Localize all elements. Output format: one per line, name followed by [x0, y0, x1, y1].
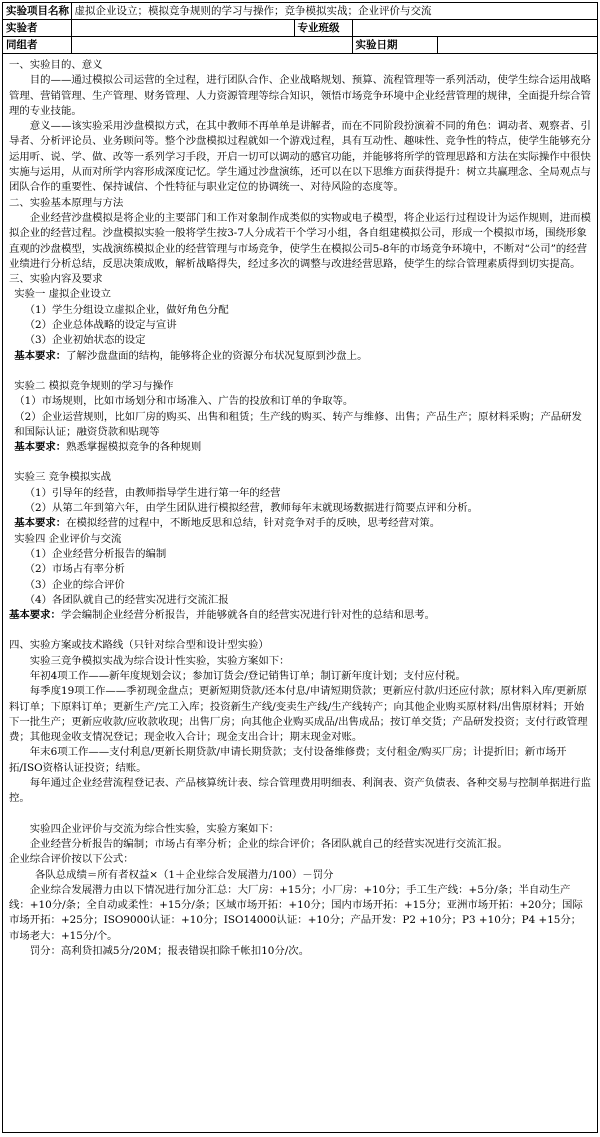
section-2-title: 二、实验基本原理与方法	[9, 196, 124, 209]
exp1-requirement	[9, 349, 591, 364]
requirement-text: 了解沙盘盘面的结构，能够将企业的资源分布状况复原到沙盘上。	[66, 349, 368, 362]
exp3-item: （1）引导年的经营，由教师指导学生进行第一年的经营	[24, 486, 281, 499]
group-members-value	[71, 37, 352, 54]
experiment-date-value	[437, 37, 597, 54]
requirement-text: 学会编制企业经营分析报告，并能够就各自的经营实况进行针对性的总结和思考。	[60, 609, 436, 622]
requirement-text: 在模拟经营的过程中，不断地反思和总结，针对竞争对手的反映，思考经营对策。	[66, 517, 441, 530]
exp2-title: 实验二 模拟竞争规则的学习与操作	[14, 379, 174, 392]
exp1-item: （1）学生分组设立虚拟企业，做好角色分配	[24, 303, 229, 316]
project-name-value: 虚拟企业设立；模拟竞争规则的学习与操作；竞争模拟实战；企业评价与交流	[71, 3, 597, 20]
exp4-item: （1）企业经营分析报告的编制	[24, 547, 167, 560]
penalty-rules: 罚分：高利贷扣减5分/20M；报表错误扣除千帐扣10分/次。	[29, 945, 310, 958]
exp2-requirement	[9, 440, 591, 455]
experimenter-label: 实验者	[3, 20, 71, 37]
exp4-item: （2）市场占有率分析	[24, 563, 125, 576]
requirement-label: 基本要求：	[14, 517, 67, 530]
significance-paragraph: 意义——该实验采用沙盘模拟方式，在其中教师不再单单是讲解者，而在不同阶段扮演着不同的角色：调动者、观察者、引导者、分析评论员、业务顾问等。整个沙盘模拟过程就如一个游戏过程，具有互动性、趣味性、竞争性的特点，使学生能够充分运用听、说、学、做、改等一系列学习手段，开启一切可以调动的感官功能，并能够将所学的管理思路和方法在实际操作中很快实施与运用，从而对所学内容形成深度记忆。学生通过沙盘演练，还可以在以下思维方面获得提升：树立共赢理念、全局观点与团队合作的重要性、保持诚信、个性特征与职业定位的协调统一、对待风险的态度等。	[9, 120, 591, 194]
report-page	[2, 2, 598, 1133]
exp4-item: （4）各团队就自己的经营实况进行交流汇报	[24, 593, 229, 606]
project-name-label: 实验项目名称	[3, 3, 71, 20]
exp4-item: （3）企业的综合评价	[24, 578, 125, 591]
exp3-plan-intro: 实验三竞争模拟实战为综合设计性实验，实验方案如下：	[29, 654, 290, 667]
section-1-title: 一、实验目的、意义	[9, 59, 103, 71]
year-start-tasks: 年初4项工作——新年度规划会议；参加订货会/登记销售订单；制订新年度计划；支付应付税。	[29, 669, 466, 682]
exp4-requirement	[9, 608, 591, 623]
exp1-title: 实验一 虚拟企业设立	[14, 288, 112, 301]
annual-records: 每年通过企业经营流程登记表、产品核算统计表、综合管理费用明细表、利润表、资产负债表、各种交易与控制单据进行监控。	[9, 777, 591, 805]
exp4-title: 实验四 企业评价与交流	[14, 532, 122, 545]
major-class-value	[352, 20, 597, 37]
requirement-text: 熟悉掌握模拟竞争的各种规则	[66, 441, 202, 454]
experiment-date-label: 实验日期	[352, 37, 437, 54]
exp3-title: 实验三 竞争模拟实战	[14, 471, 112, 484]
exp1-item: （2）企业总体战略的设定与宣讲	[24, 319, 177, 332]
exp4-plan-intro: 实验四企业评价与交流为综合性实验，实验方案如下：	[29, 822, 280, 835]
year-end-tasks: 年末6项工作——支付利息/更新长期贷款/申请长期贷款；支付设备维修费；支付租金/购买厂房；计提折旧；新市场开拓/ISO资格认证投资；结账。	[9, 746, 567, 774]
principle-paragraph: 企业经营沙盘模拟是将企业的主要部门和工作对象制作成类似的实物或电子模型，将企业运行过程设计为运作规则，进而模拟企业的经营过程。沙盘模拟实验一般将学生按3-7人分成若干个学习小组，各自组建模拟公司，形成一个模拟市场，围绕形象直观的沙盘模型，实战演练模拟企业的经营管理与市场竞争，使学生在模拟公司5-8年的市场竞争环境中，不断对“公司”的经营业绩进行分析总结，反思决策成败，解析战略得失，经过多次的调整与改进经营思路，使学生的综合管理素质得到切实提高。	[9, 211, 591, 270]
exp4-plan-items: 企业经营分析报告的编制；市场占有率分析；企业的综合评价；各团队就自己的经营实况进行交流汇报。	[29, 837, 508, 850]
requirement-label: 基本要求：	[9, 609, 61, 622]
purpose-paragraph: 目的——通过模拟公司运营的全过程，进行团队合作、企业战略规划、预算、流程管理等一系列活动，使学生综合运用战略管理、营销管理、生产管理、财务管理、人力资源管理等综合知识，领悟市场竞争环境中企业经营管理的规律，全面提升综合管理的专业技能。	[9, 74, 591, 117]
exp1-item: （3）企业初始状态的设定	[24, 334, 146, 347]
exp2-item: （1）市场规则，比如市场划分和市场准入、广告的投放和订单的争取等。	[14, 395, 354, 408]
section-4-title: 四、实验方案或技术路线（只针对综合型和设计型实验）	[9, 639, 269, 652]
formula-intro: 企业综合评价按以下公式：	[9, 853, 134, 866]
group-members-label: 同组者	[3, 37, 71, 54]
requirement-label: 基本要求：	[14, 441, 67, 454]
report-body	[3, 54, 597, 959]
exp3-requirement	[9, 516, 591, 531]
report-header-table	[3, 3, 597, 54]
score-formula: 各队总成绩＝所有者权益×（1＋企业综合发展潜力/100）－罚分	[35, 868, 334, 881]
development-potential: 企业综合发展潜力由以下情况进行加分汇总：大厂房：+15分；小厂房：+10分；手工生产线：+5分/条；半自动生产线：+10分/条；全自动或柔性：+15分/条；区域市场开拓：+10分；国内市场开拓：+15分；亚洲市场开拓：+20分；国际市场开拓：+25分；ISO9000认证：+10分；ISO14000认证：+10分；产品开发：P2 +10分；P3 +10分；P4 +15分；市场老大：+15分/个。	[9, 883, 583, 942]
major-class-label: 专业班级	[294, 20, 352, 37]
exp2-item: （2）企业运营规则，比如厂房的购买、出售和租赁；生产线的购买、转产与维修、出售；产品生产；原材料采购；产品研发和国际认证；融资贷款和贴现等	[14, 410, 582, 438]
requirement-label: 基本要求：	[14, 349, 67, 362]
experimenter-value	[71, 20, 294, 37]
exp3-item: （2）从第二年到第六年，由学生团队进行模拟经营，教师每年末就现场数据进行简要点评和分析。	[24, 502, 478, 515]
section-3-title: 三、实验内容及要求	[9, 273, 103, 286]
quarterly-tasks: 每季度19项工作——季初现金盘点；更新短期贷款/还本付息/申请短期贷款；更新应付款/归还应付款；原材料入库/更新原料订单；下原料订单；更新生产/完工入库；投资新生产线/变卖生产线/生产线转产；向其他企业购买原材料/出售原材料；开始下一批生产；更新应收款/应收款收现；出售厂房；向其他企业购买成品/出售成品；按订单交货；产品研发投资；支付行政管理费；其他现金收支情况登记；现金收入合计；现金支出合计；期末现金对账。	[9, 685, 588, 744]
